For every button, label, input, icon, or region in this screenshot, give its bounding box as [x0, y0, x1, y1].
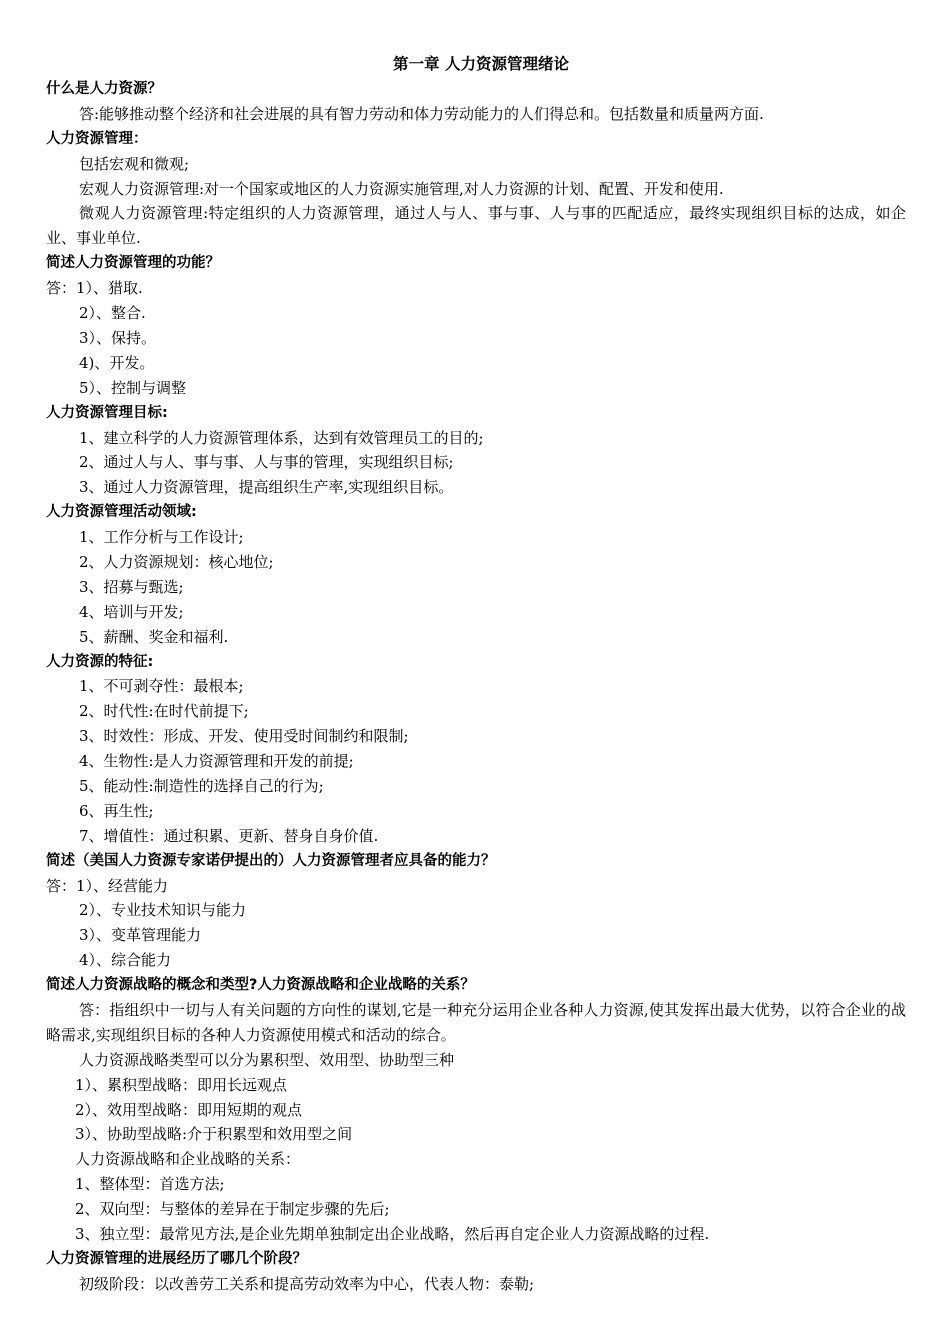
paragraph-line: 3）、保持。 [79, 328, 157, 347]
chapter-title: 第一章 人力资源管理绪论 [393, 55, 569, 73]
section-heading: 人力资源管理： [46, 130, 148, 147]
paragraph-line: 人力资源战略类型可以分为累积型、效用型、协助型三种 [79, 1050, 455, 1069]
paragraph-line: 2）、效用型战略：即用短期的观点 [75, 1100, 303, 1119]
paragraph-line: 4)、开发。 [79, 353, 155, 372]
paragraph-line: 1、整体型：首选方法; [75, 1175, 225, 1194]
section-heading: 简述人力资源战略的概念和类型?人力资源战略和企业战略的关系？ [46, 977, 475, 994]
paragraph-line: 1、建立科学的人力资源管理体系，达到有效管理员工的目的; [79, 428, 484, 447]
paragraph-line: 5）、控制与调整 [79, 378, 187, 397]
paragraph-line: 3）、协助型战略:介于积累型和效用型之间 [75, 1125, 353, 1144]
paragraph-line: 3、独立型：最常见方法,是企业先期单独制定出企业战略，然后再自定企业人力资源战略的过程. [75, 1225, 710, 1244]
paragraph-line: 初级阶段：以改善劳工关系和提高劳动效率为中心，代表人物：泰勒; [79, 1274, 535, 1293]
paragraph-line: 包括宏观和微观; [79, 154, 190, 173]
document-body [46, 77, 906, 1297]
paragraph-line: 1）、累积型战略：即用长远观点 [75, 1075, 288, 1094]
paragraph-line: 2、通过人与人、事与事、人与事的管理，实现组织目标; [79, 453, 454, 472]
paragraph-line: 2）、专业技术知识与能力 [79, 901, 247, 920]
section-heading: 人力资源管理活动领域: [46, 504, 197, 521]
paragraph-line: 宏观人力资源管理:对一个国家或地区的人力资源实施管理,对人力资源的计划、配置、开发和使用. [79, 179, 724, 198]
paragraph-line: 4）、综合能力 [79, 951, 172, 970]
paragraph-line: 2、人力资源规划：核心地位; [79, 552, 274, 571]
paragraph-line: 答：指组织中一切与人有关问题的方向性的谋划,它是一种充分运用企业各种人力资源,使其发挥出最大优势，以符合企业的战略需求,实现组织目标的各种人力资源使用模式和活动的综合。 [46, 1000, 906, 1044]
paragraph-line: 答:能够推动整个经济和社会进展的具有智力劳动和体力劳动能力的人们得总和。包括数量和质量两方面. [79, 104, 764, 123]
section-heading: 简述（美国人力资源专家诺伊提出的）人力资源管理者应具备的能力？ [46, 852, 496, 869]
paragraph-line: 1、不可剥夺性：最根本; [79, 677, 244, 696]
paragraph-line: 4、生物性:是人力资源管理和开发的前提; [79, 752, 354, 771]
paragraph-line: 5、薪酬、奖金和福利. [79, 627, 229, 646]
paragraph-line: 微观人力资源管理:特定组织的人力资源管理，通过人与人、事与事、人与事的匹配适应，最终实现组织目标的达成，如企业、事业单位. [46, 204, 906, 248]
section-heading: 什么是人力资源？ [46, 81, 162, 97]
paragraph-line: 6、再生性; [79, 801, 154, 820]
paragraph-line: 2）、整合. [79, 304, 146, 323]
paragraph-line: 3、时效性：形成、开发、使用受时间制约和限制; [79, 727, 409, 746]
paragraph-line: 3、通过人力资源管理，提高组织生产率,实现组织目标。 [79, 478, 454, 497]
paragraph-line: 4、培训与开发; [79, 602, 184, 621]
paragraph-line: 3、招募与甄选; [79, 577, 184, 596]
paragraph-line: 5、能动性:制造性的选择自己的行为; [79, 776, 324, 795]
section-heading: 人力资源管理的进展经历了哪几个阶段？ [46, 1250, 307, 1267]
section-heading: 人力资源管理目标: [46, 404, 168, 421]
paragraph-line: 1、工作分析与工作设计; [79, 528, 244, 547]
paragraph-line: 2、双向型：与整体的差异在于制定步骤的先后; [75, 1200, 390, 1219]
document-page [46, 52, 906, 1297]
paragraph-line: 2、时代性:在时代前提下; [79, 702, 249, 721]
section-heading: 简述人力资源管理的功能？ [46, 255, 220, 272]
paragraph-line: 3）、变革管理能力 [79, 926, 202, 945]
paragraph-line: 人力资源战略和企业战略的关系： [75, 1150, 301, 1169]
paragraph-line: 答：1）、经营能力 [46, 876, 169, 895]
paragraph-line: 答：1）、猎取. [46, 279, 143, 298]
section-heading: 人力资源的特征: [46, 653, 154, 670]
paragraph-line: 7、增值性：通过积累、更新、替身自身价值. [79, 826, 379, 845]
